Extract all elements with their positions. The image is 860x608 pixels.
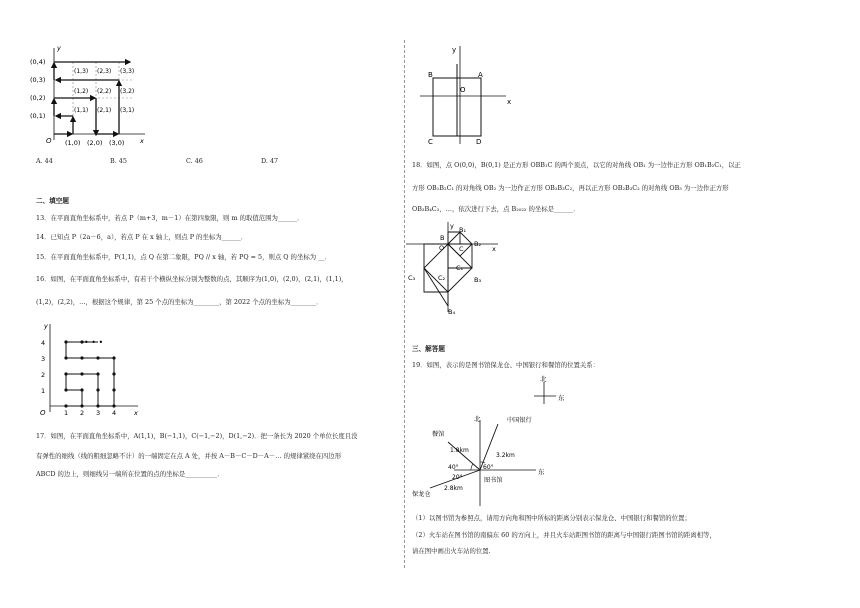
question-18-line3: OB₃B₄C₃，…，依次进行下去，点 B₂₀₂₂ 的坐标是______． (412, 205, 580, 213)
lattice-path-figure (30, 40, 160, 150)
fig1-grid-label: (1,1) (74, 107, 89, 114)
question-19-part2-line1: （2）火车站在图书馆的南偏东 60 的方向上，并且火车站距图书馆的距离与中国银行距图书馆的距离相等， (412, 531, 716, 539)
fig4-label: B₃ (474, 276, 482, 284)
fig4-label: C₂ (438, 274, 446, 282)
bearing-figure (410, 412, 570, 506)
fig5-angle-40: 40° (448, 464, 459, 471)
choice-c: C. 46 (186, 157, 203, 165)
fig2-xtick: 1 (64, 409, 69, 417)
fig1-ylabel: (0,3) (30, 76, 46, 84)
fig5-angle-60: 60° (483, 464, 494, 471)
fig5-dist-store: 2.8km (444, 485, 463, 492)
fig4-label: B₂ (474, 240, 482, 248)
fig1-xlabel: (2,0) (87, 139, 103, 147)
fig2-xtick: 2 (80, 409, 85, 417)
question-14: 14．已知点 P（2a－6，a），若点 P 在 x 轴上，则点 P 的坐标为______． (36, 233, 248, 241)
fig2-y-label: y (44, 322, 48, 330)
fig2-ytick: 3 (41, 355, 46, 363)
fig3-label-y: y (452, 46, 457, 54)
fig5-restaurant: 餐馆 (432, 431, 445, 438)
fig2-x-label: x (134, 409, 138, 417)
compass-rose (530, 374, 570, 404)
fig4-label: C₁ (456, 264, 464, 272)
fig2-ytick: 2 (41, 371, 46, 379)
fig2-ytick: 1 (41, 387, 46, 395)
fig5-dist-restaurant: 1.8km (450, 447, 469, 454)
question-13: 13．在平面直角坐标系中，若点 P（m+3，m－1）在第四象限，则 m 的取值范围为______． (36, 214, 304, 222)
fig4-label: B₁ (459, 226, 467, 234)
choice-b: B. 45 (110, 157, 127, 165)
fig1-grid-label: (3,2) (120, 88, 135, 95)
question-18-line2: 方形 OB₁B₂C₁ 的对角线 OB₂ 为一边作正方形 OB₂B₃C₂，再以正方形 OB₂B₃C₂ 的对角线 OB₃ 为一边作正方形 (412, 184, 729, 192)
fig1-grid-label: (1,3) (74, 68, 89, 75)
fig1-ylabel: (0,4) (30, 58, 46, 66)
question-19: 19．如图，表示的是图书馆保龙仓、中国银行和餐馆的位置关系： (412, 361, 600, 369)
question-17-line1: 17．如图，在平面直角坐标系中，A(1,1)，B(−1,1)，C(−1,−2)，D(1,−2)．把一条长为 2020 个单位长度且没 (36, 432, 358, 440)
fig2-ytick: 4 (41, 339, 46, 347)
fig1-xlabel: (3,0) (109, 139, 125, 147)
fig3-label-c: C (428, 138, 433, 146)
fig1-ylabel: (0,1) (30, 112, 46, 120)
fig1-grid-label: (3,1) (120, 107, 135, 114)
fig1-ylabel: (0,2) (30, 94, 46, 102)
fig1-grid-label: (2,2) (97, 88, 112, 95)
fig3-label-x: x (507, 98, 512, 106)
fig4-label: O (439, 244, 445, 252)
fig1-x-label: x (140, 137, 144, 145)
fig1-grid-label: (2,3) (97, 68, 112, 75)
fig2-xtick: 3 (96, 409, 101, 417)
fig1-grid-label: (3,3) (120, 68, 135, 75)
fig3-label-d: D (476, 138, 482, 146)
fig1-y-label: y (57, 44, 61, 52)
fig2-origin: O (40, 409, 46, 417)
question-16-line1: 16．如图，在平面直角坐标系中，有若干个横纵坐标分别为整数的点，其顺序为(1,0)，(2,0)，(2,1)，(1,1)， (36, 275, 348, 283)
fig1-grid-label: (2,1) (97, 107, 112, 114)
fig3-label-o: O (460, 86, 466, 94)
compass-north: 北 (540, 375, 547, 383)
fig5-angle-20: 20° (452, 474, 463, 481)
fig4-label: x (492, 245, 496, 253)
compass-east: 东 (558, 394, 565, 402)
question-19-part1: （1）以图书馆为参照点，请用方向角和图中所标的距离分别表示保龙仓、中国银行和餐馆的位置； (412, 514, 691, 522)
fig5-east: 东 (538, 468, 545, 476)
fig5-store: 保龙仓 (412, 491, 431, 498)
fig5-library: 图书馆 (484, 477, 503, 484)
fig5-north: 北 (474, 415, 481, 423)
fig5-dist-bank: 3.2km (496, 452, 515, 459)
fig4-label: y (450, 222, 454, 230)
fig4-label: B (440, 234, 445, 242)
rotating-squares-figure (404, 220, 504, 316)
choice-a: A. 44 (36, 157, 53, 165)
fig1-grid-label: (1,2) (74, 88, 89, 95)
fig5-bank: 中国银行 (507, 417, 532, 424)
fig1-origin: O (46, 137, 52, 145)
question-18-line1: 18．如图，点 O(0,0)，B(0,1) 是正方形 OBB₁C 的两个顶点，以它的对角线 OB₁ 为一边作正方形 OB₁B₂C₁，以正 (412, 161, 741, 169)
fig2-continuation-dots: • • • (84, 338, 104, 347)
question-19-part2-line2: 请在图中画出火车站的位置. (412, 547, 491, 555)
question-15: 15．在平面直角坐标系中，P(1,1)，点 Q 在第二象限，PQ // x 轴，若 PQ = 5，则点 Q 的坐标为 __． (36, 253, 331, 261)
fig1-xlabel: (1,0) (65, 139, 81, 147)
choice-d: D. 47 (261, 157, 279, 165)
fig4-label: C (459, 245, 464, 253)
fig4-label: B₄ (448, 308, 456, 316)
section-solutions-heading: 三、解答题 (412, 345, 445, 353)
fig3-label-a: A (478, 71, 483, 79)
fig2-xtick: 4 (112, 409, 117, 417)
question-17-line2: 有弹性的细线（线的粗细忽略不计）的一端固定在点 A 处，并按 A－B－C－D－A－… 的规律紧绕在四边形 (36, 452, 342, 460)
question-16-line2: (1,2)，(2,2)，…，根据这个规律，第 25 个点的坐标为________，第 2022 个点的坐标为________． (36, 298, 323, 306)
fig3-label-b: B (428, 71, 433, 79)
spiral-points-figure (36, 318, 146, 418)
section-fill-blanks-heading: 二、填空题 (36, 197, 69, 205)
question-17-line3: ABCD 的边上，则细线另一端所在位置的点的坐标是__________． (36, 470, 224, 478)
rectangle-abcd-figure (420, 44, 530, 148)
fig4-label: C₃ (408, 274, 416, 282)
